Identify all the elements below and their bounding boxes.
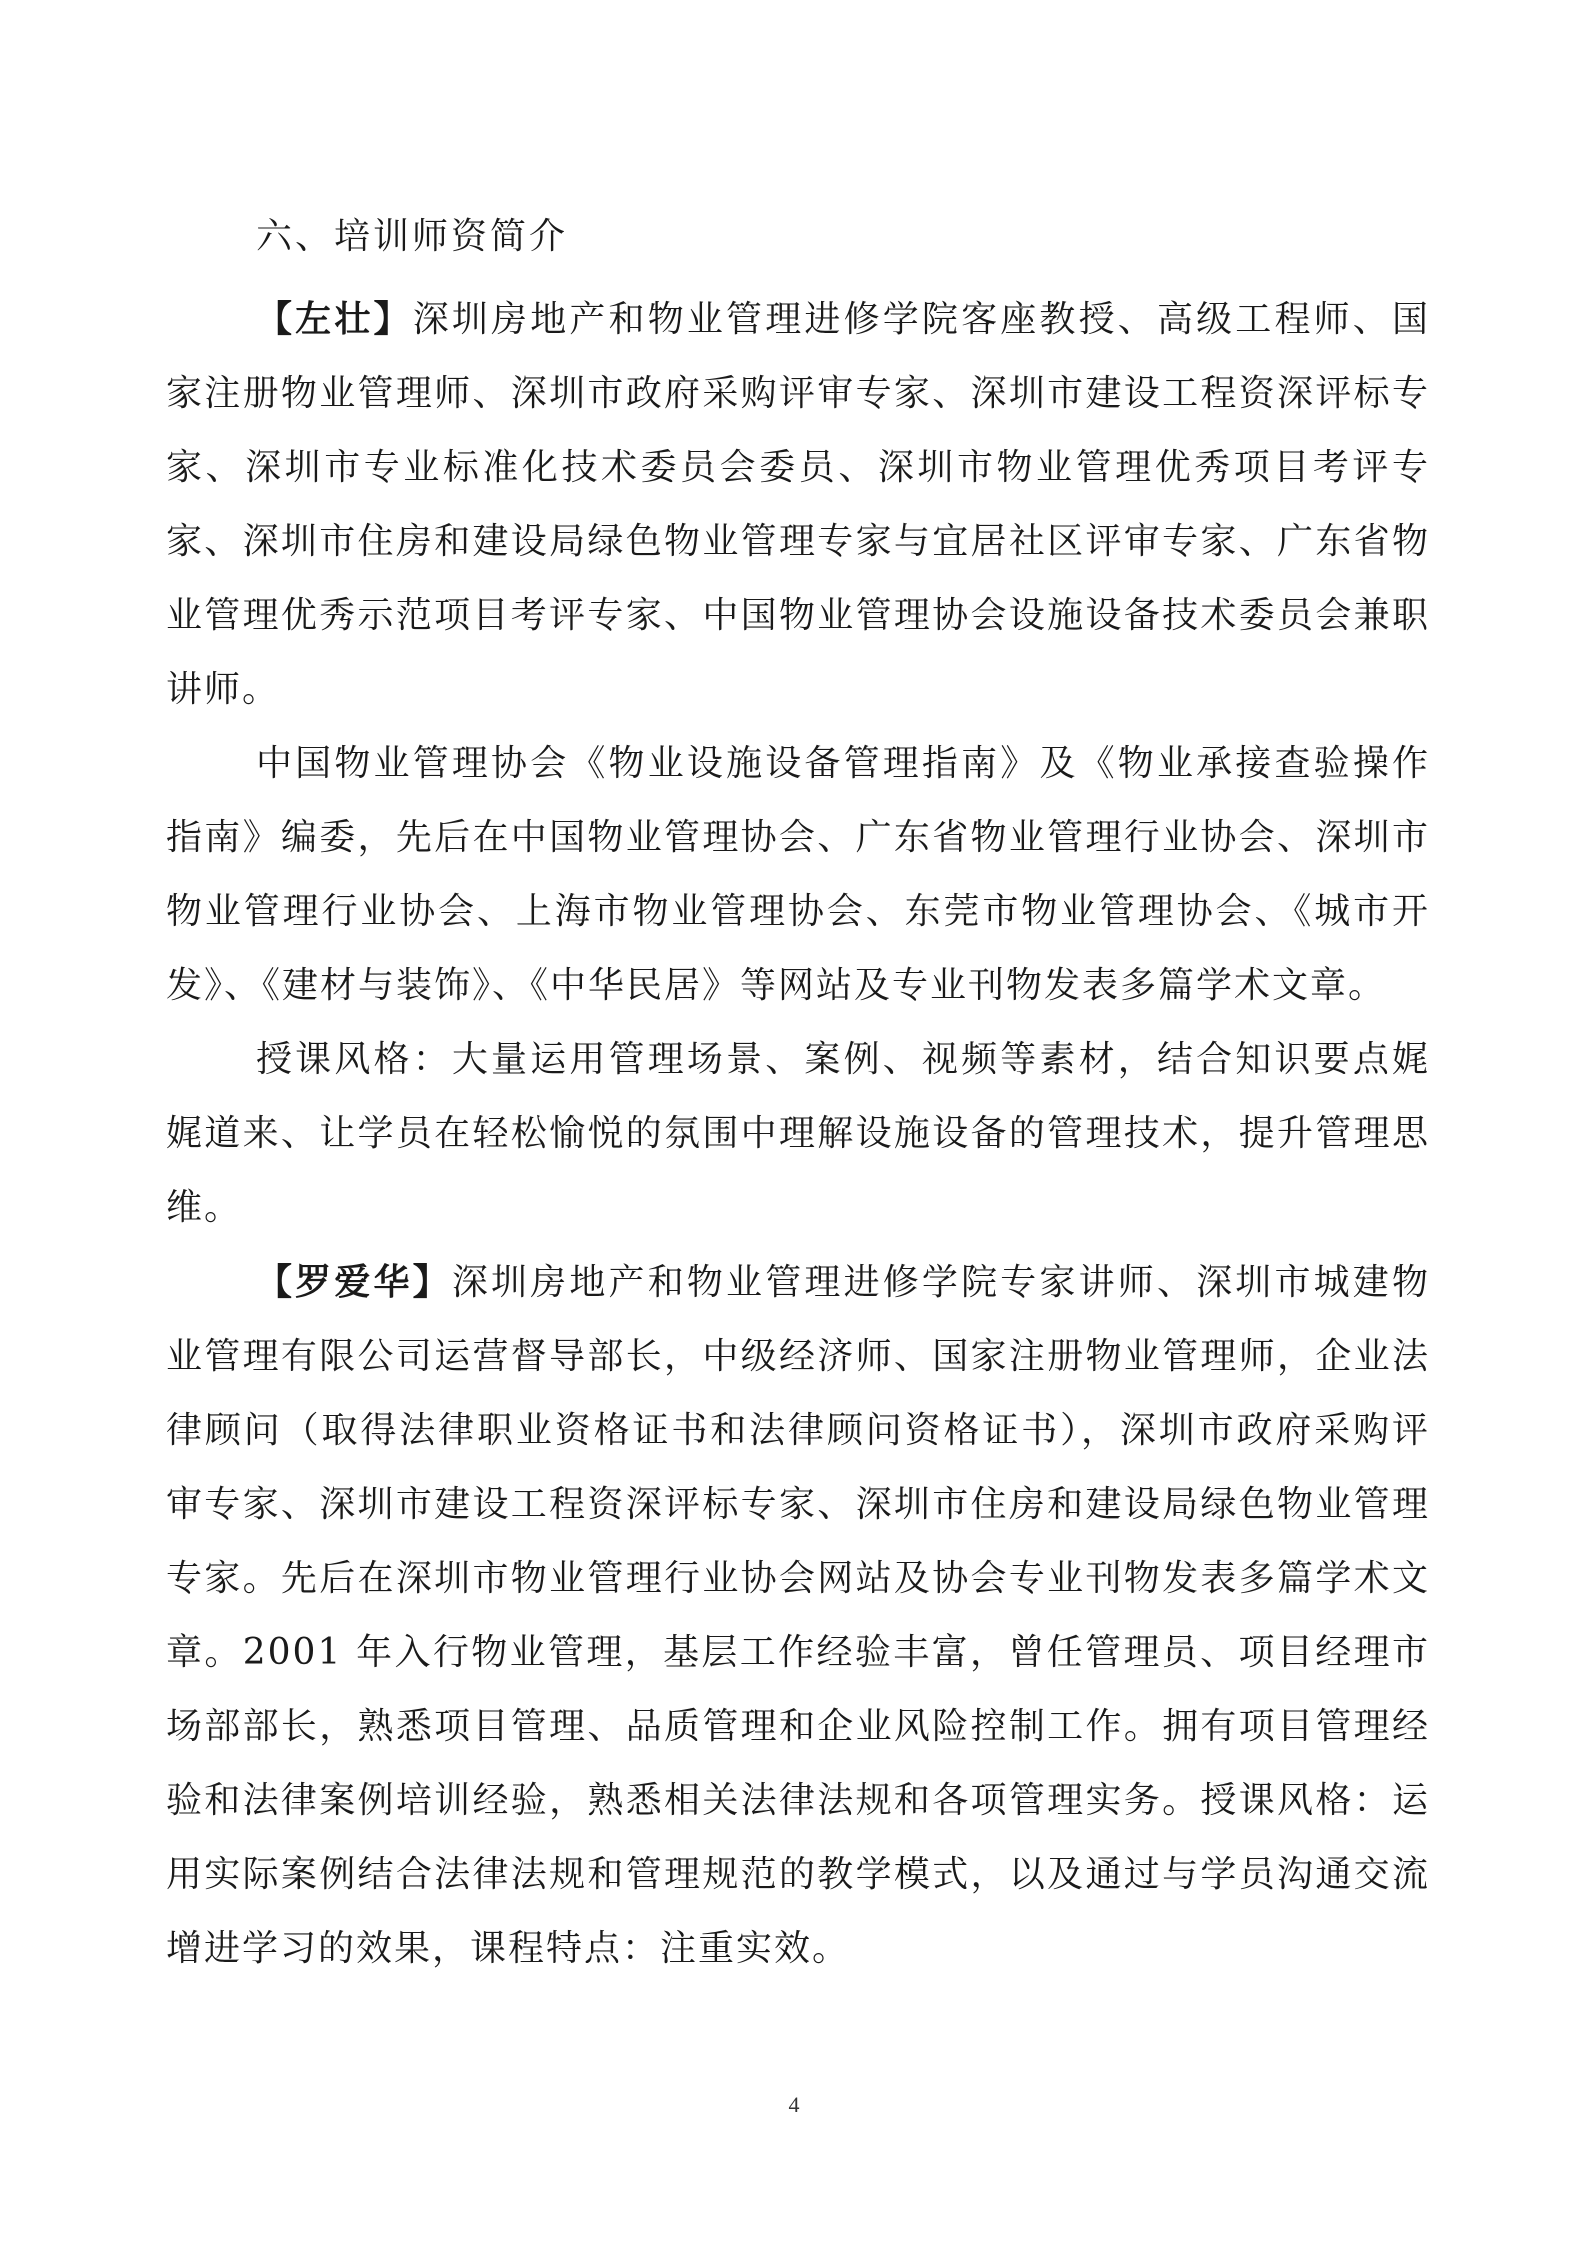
trainer-2-name: 【罗爱华】	[256, 1261, 452, 1303]
trainer-1-publications-paragraph: 中国物业管理协会《物业设施设备管理指南》及《物业承接查验操作指南》编委，先后在中国物业管理协会、广东省物业管理行业协会、深圳市物业管理行业协会、上海市物业管理协会、东莞市物业管理协会、《城市开发》、《建材与装饰》、《中华民居》等网站及专业刊物发表多篇学术文章。	[166, 743, 1430, 1006]
page-number: 4	[788, 2092, 800, 2117]
trainer-1-name: 【左壮】	[256, 298, 413, 340]
trainer-1-intro: 深圳房地产和物业管理进修学院客座教授、高级工程师、国家注册物业管理师、深圳市政府采购评审专家、深圳市建设工程资深评标专家、深圳市专业标准化技术委员会委员、深圳市物业管理优秀项目考评专家、深圳市住房和建设局绿色物业管理专家与宜居社区评审专家、广东省物业管理优秀示范项目考评专家、中国物业管理协会设施设备技术委员会兼职讲师。	[166, 299, 1430, 710]
trainer-1-teaching-style-paragraph: 授课风格：大量运用管理场景、案例、视频等素材，结合知识要点娓娓道来、让学员在轻松愉悦的氛围中理解设施设备的管理技术，提升管理思维。	[166, 1039, 1430, 1228]
trainer-1-intro-paragraph	[166, 282, 1430, 727]
section-heading: 六、培训师资简介	[256, 216, 569, 257]
trainer-2-intro: 深圳房地产和物业管理进修学院专家讲师、深圳市城建物业管理有限公司运营督导部长，中级经济师、国家注册物业管理师，企业法律顾问（取得法律职业资格证书和法律顾问资格证书），深圳市政府采购评审专家、深圳市建设工程资深评标专家、深圳市住房和建设局绿色物业管理专家。先后在深圳市物业管理行业协会网站及协会专业刊物发表多篇学术文章。2001 年入行物业管理，基层工作经验丰富，曾任管理员、项目经理市场部部长，熟悉项目管理、品质管理和企业风险控制工作。拥有项目管理经验和法律案例培训经验，熟悉相关法律法规和各项管理实务。授课风格：运用实际案例结合法律法规和管理规范的教学模式，以及通过与学员沟通交流增进学习的效果，课程特点：注重实效。	[166, 1262, 1430, 1969]
page-content	[166, 200, 1430, 1986]
trainer-2-intro-paragraph	[166, 1245, 1430, 1986]
